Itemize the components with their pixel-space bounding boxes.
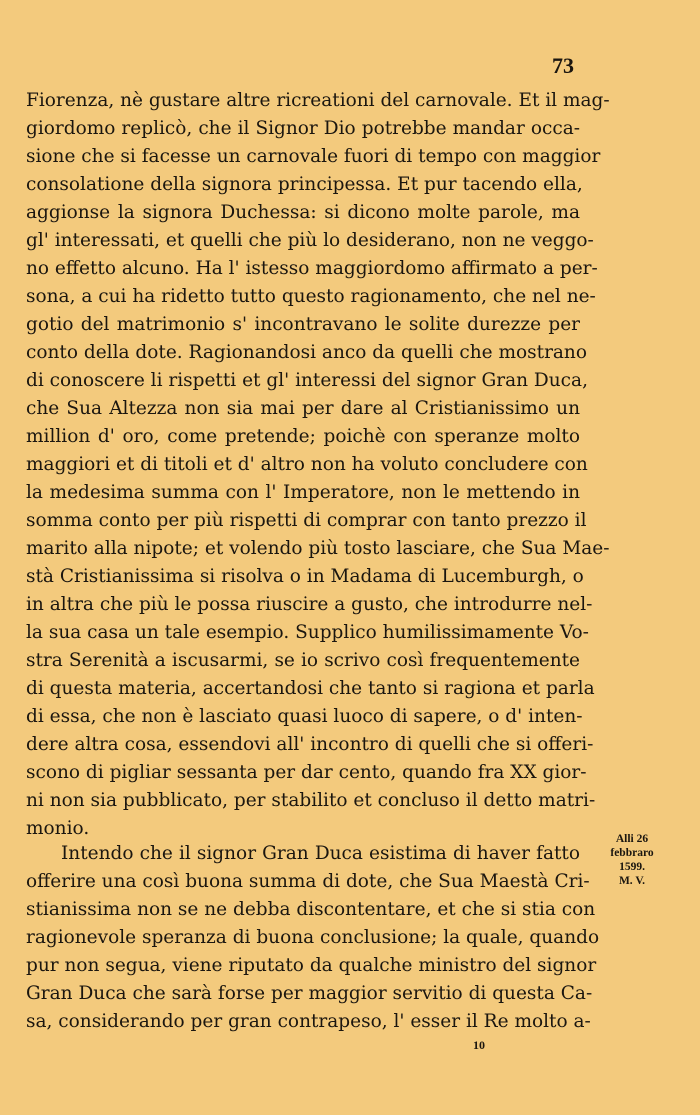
text-line: million d' oro, come pretende; poichè con speranze molto bbox=[26, 426, 580, 447]
margin-note-line: Alli 26 bbox=[615, 833, 649, 845]
text-line: aggionse la signora Duchessa: si dicono molte parole, ma bbox=[26, 202, 580, 223]
text-line: che Sua Altezza non sia mai per dare al Cristianissimo un bbox=[26, 398, 580, 419]
margin-note-date bbox=[592, 832, 672, 888]
text-line: Fiorenza, nè gustare altre ricreationi del carnovale. Et il mag- bbox=[26, 90, 610, 111]
text-line: gl' interessati, et quelli che più lo desiderano, non ne veggo- bbox=[26, 230, 594, 251]
text-line: Gran Duca che sarà forse per maggior servitio di questa Ca- bbox=[26, 983, 593, 1004]
printer-signature-mark: 10 bbox=[473, 1038, 485, 1052]
text-line: di questa materia, accertandosi che tanto si ragiona et parla bbox=[26, 678, 595, 699]
text-line: stianissima non se ne debba discontentare, et che si stia con bbox=[26, 899, 596, 920]
text-line: sona, a cui ha ridetto tutto questo ragionamento, che nel ne- bbox=[26, 286, 596, 307]
text-line: la sua casa un tale esempio. Supplico humilissimamente Vo- bbox=[26, 622, 589, 643]
text-line: sione che si facesse un carnovale fuori di tempo con maggior bbox=[26, 146, 601, 167]
text-line: somma conto per più rispetti di comprar con tanto prezzo il bbox=[26, 510, 587, 531]
text-line: dere altra cosa, essendovi all' incontro di quelli che si offeri- bbox=[26, 734, 594, 755]
text-line: maggiori et di titoli et d' altro non ha voluto concludere con bbox=[26, 454, 588, 475]
text-line: scono di pigliar sessanta per dar cento, quando fra XX gior- bbox=[26, 762, 587, 783]
text-line: la medesima summa con l' Imperatore, non le mettendo in bbox=[26, 482, 580, 503]
page-number: 73 bbox=[552, 53, 574, 78]
text-line: in altra che più le possa riuscire a gusto, che introdurre nel- bbox=[26, 594, 593, 615]
text-line: monio. bbox=[26, 818, 90, 839]
text-line: giordomo replicò, che il Signor Dio potrebbe mandar occa- bbox=[26, 118, 580, 139]
text-line: stà Cristianissima si risolva o in Madama di Lucemburgh, o bbox=[26, 566, 584, 587]
text-line: sa, considerando per gran contrapeso, l' esser il Re molto a- bbox=[26, 1011, 591, 1032]
text-line: stra Serenità a iscusarmi, se io scrivo così frequentemente bbox=[26, 650, 580, 671]
text-line: di essa, che non è lasciato quasi luoco di sapere, o d' inten- bbox=[26, 706, 583, 727]
text-line: consolatione della signora principessa. Et pur tacendo ella, bbox=[26, 174, 583, 195]
text-line: marito alla nipote; et volendo più tosto lasciare, che Sua Mae- bbox=[26, 538, 610, 559]
text-line: ragionevole speranza di buona conclusione; la quale, quando bbox=[26, 927, 600, 948]
text-line: Intendo che il signor Gran Duca esistima di haver fatto bbox=[61, 843, 580, 864]
margin-note-line: M. V. bbox=[618, 875, 646, 887]
margin-note-line: febbraro bbox=[610, 847, 654, 859]
text-line: offerire una così buona summa di dote, che Sua Maestà Cri- bbox=[26, 871, 590, 892]
text-line: gotio del matrimonio s' incontravano le solite durezze per bbox=[26, 314, 580, 335]
margin-note-line: 1599. bbox=[619, 861, 645, 873]
text-line: no effetto alcuno. Ha l' istesso maggiordomo affirmato a per- bbox=[26, 258, 598, 279]
text-line: di conoscere li rispetti et gl' interessi del signor Gran Duca, bbox=[26, 370, 588, 391]
text-line: pur non segua, viene riputato da qualche ministro del signor bbox=[26, 955, 597, 976]
text-line: ni non sia pubblicato, per stabilito et concluso il detto matri- bbox=[26, 790, 596, 811]
text-line: conto della dote. Ragionandosi anco da quelli che mostrano bbox=[26, 342, 587, 363]
